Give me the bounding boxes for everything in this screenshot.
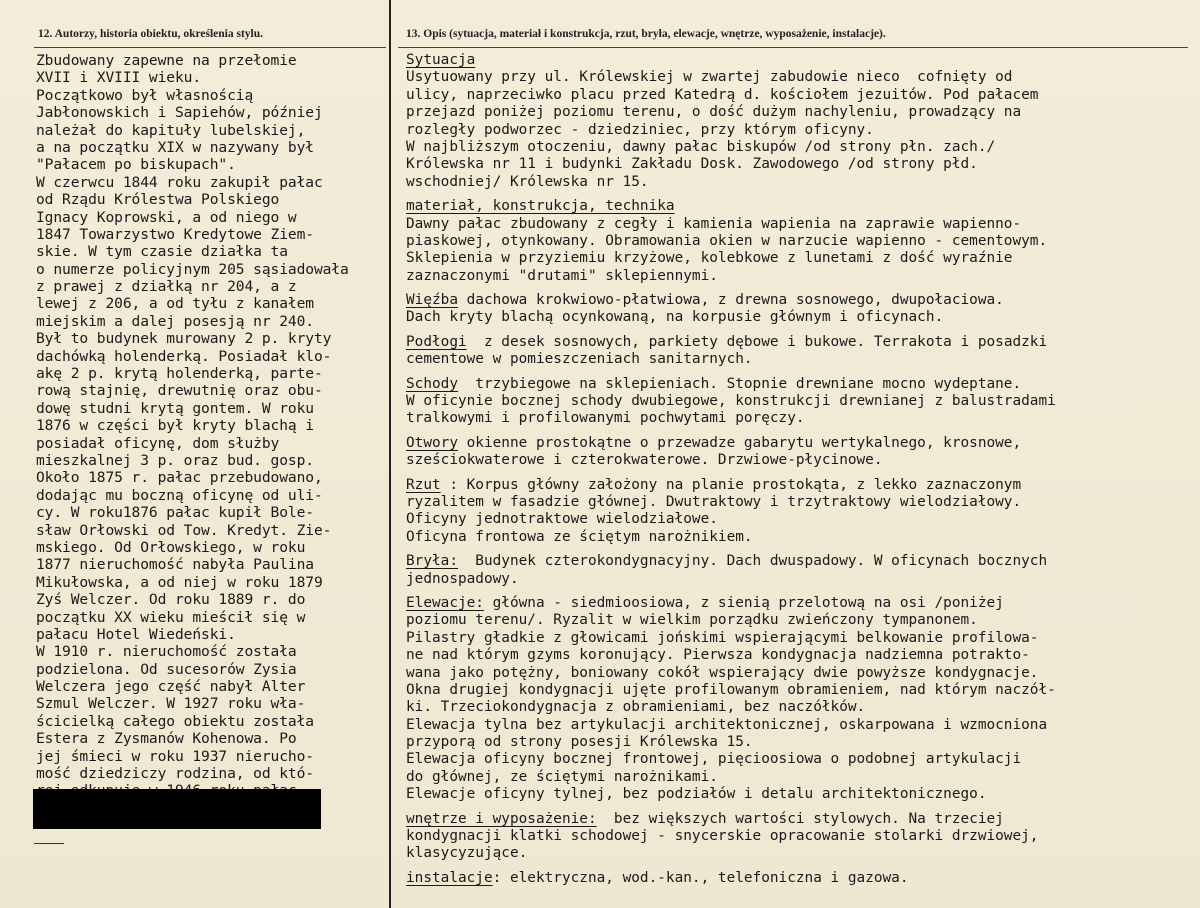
history-line: 1876 w części był kryty blachą i [36,417,314,435]
history-line: W czerwcu 1844 roku zakupił pałac [36,173,323,191]
description-line: kondygnacji klatki schodowej - snycerskie opracowanie stolarki drzwiowej, [406,828,1039,845]
history-line: rową stajnię, drewutnię oraz obu- [36,382,323,400]
description-line [406,52,1196,69]
description-line: piaskowej, otynkowany. Obramowania okien w narzucie wapienno - cementowym. [406,232,1048,249]
section-text: trzybiegowe na sklepieniach. Stopnie drewniane mocno wydeptane. [457,375,1022,392]
description-line: sześciokwaterowe i czterokwaterowe. Drzwiowe-płycinowe. [406,452,883,469]
history-line: 1847 Towarzystwo Kredytowe Ziem- [36,225,314,243]
history-line: Zbudowany zapewne na przełomie [36,52,297,69]
description-line [406,376,1196,393]
description-line: Okna drugiej kondygnacji ujęte profilowanym obramieniem, nad którym naczół- [406,681,1056,698]
right-header-rule [398,47,1188,48]
description-line: Usytuowany przy ul. Królewskiej w zwartej zabudowie nieco cofnięty od [406,69,1013,86]
description-line [406,292,1196,309]
description-line: W najbliższym otoczeniu, dawny pałac biskupów /od strony płn. zach./ [406,138,996,155]
history-line: miejskim a dalej posesją nr 240. [36,312,314,330]
history-line: Był to budynek murowany 2 p. kryty [36,330,332,348]
description-line: Dach kryty blachą ocynkowaną, na korpusie głównym i oficynach. [406,309,944,326]
history-line: ścicielką całego obiektu została [36,712,314,730]
section-text: : Korpus główny założony na planie prostokąta, z lekko zaznaczonym [440,476,1022,493]
section-text: : elektryczna, wod.-kan., telefoniczna i gazowa. [492,869,909,886]
section-heading: Sytuacja [406,52,476,68]
description-line: cementowe w pomieszczeniach sanitarnych. [406,351,753,368]
history-line: a na początku XIX w nazywany był [36,138,314,156]
description-line: Elewacja oficyny bocznej frontowej, pięcioosiowa o podobnej artykulacji [406,751,1022,768]
history-line: cy. W roku1876 pałac kupił Bole- [36,504,314,522]
section-heading: Podłogi [406,333,467,350]
history-line: o numerze policyjnym 205 sąsiadowała [36,260,349,278]
section-heading: Otwory [406,434,458,451]
description-line [406,198,1196,215]
history-line: Mikułowska, a od niej w roku 1879 [36,573,323,591]
section-heading: wnętrze i wyposażenie: [406,810,597,827]
history-line: Welczera jego część nabył Alter [36,678,306,696]
description-line [406,334,1196,351]
description-line: Elewacja tylna bez artykulacji architektonicznej, oskarpowana i wzmocniona [406,716,1048,733]
right-column-header: 13. Opis (sytuacja, materiał i konstrukcja, rzut, bryła, elewacje, wnętrze, wyposażenie, instalacje). [406,28,886,40]
description-line: ryzalitem w fasadzie głównej. Dwutraktowy i trzytraktowy wielodziałowy. [406,493,1022,510]
history-line: Około 1875 r. pałac przebudowano, [36,469,323,487]
section-text: z desek sosnowych, parkiety dębowe i bukowe. Terrakota i posadzki [466,333,1048,350]
section-text: bez większych wartości stylowych. Na trzeciej [596,810,1004,827]
description-line [406,811,1196,828]
section-heading: Więźba [406,292,458,309]
history-line: Początkowo był własnością [36,86,254,104]
history-line: Jabłonowskich i Sapiehów, później [36,104,323,122]
history-line: 1877 nieruchomość nabyła Paulina [36,556,314,574]
description-line: Pilastry gładkie z głowicami jońskimi wspierającymi belkowanie profilowa- [406,629,1039,646]
history-line: Ignacy Koprowski, a od niego w [36,208,297,226]
description-line: ne nad którym gzyms koronujący. Pierwsza kondygnacja nadziemna potrakto- [406,647,1030,664]
history-line: jej śmieci w roku 1937 nierucho- [36,747,314,765]
history-line: posiadał oficynę, dom służby [36,434,280,452]
description-line: Sklepienia w przyziemiu krzyżowe, kolebkowe z lunetami z dość wyraźnie [406,250,1013,267]
history-line: lewej z 206, a od tyłu z kanałem [36,295,314,313]
description-line [406,553,1196,570]
section-heading: instalacje [406,869,493,886]
description-line [406,595,1196,612]
description-line: przejazd poniżej poziomu terenu, o dość dużym nachyleniu, prowadzący na [406,104,1022,121]
history-line: mość dziedziczy rodzina, od któ- [36,765,314,783]
history-line: W 1910 r. nieruchomość została [36,643,297,661]
history-line: od Rządu Królestwa Polskiego [36,191,280,209]
history-line: z prawej z działką nr 204, a z [36,278,297,296]
margin-mark [34,843,64,844]
left-column-header: 12. Autorzy, historia obiektu, określenia stylu. [38,28,264,40]
description-text-column [406,52,1196,887]
description-line: Oficyny jednotraktowe wielodziałowe. [406,511,718,528]
description-line: jednospadowy. [406,570,519,587]
description-line: przyporą od strony posesji Królewska 15. [406,734,753,751]
description-line: Dawny pałac zbudowany z cegły i kamienia wapienia na zaprawie wapienno- [406,215,1022,232]
description-line: Oficyna frontowa ze ściętym narożnikiem. [406,528,753,545]
section-heading: Bryła: [406,553,458,570]
description-line: ulicy, naprzeciwko placu przed Katedrą d. kościołem jezuitów. Pod pałacem [406,86,1039,103]
description-line: klasycyzujące. [406,845,528,862]
section-heading: Schody [406,375,458,392]
description-line: do głównej, ze ściętymi narożnikami. [406,768,718,785]
history-line: sław Orłowski od Tow. Kredyt. Zie- [36,521,332,539]
description-line: Elewacje oficyny tylnej, bez podziałów i detalu architektonicznego. [406,786,987,803]
redaction-block [33,789,321,829]
history-line: "Pałacem po biskupach". [36,156,236,174]
description-line: zaznaczonymi "drutami" sklepiennymi. [406,267,718,284]
history-line: należał do kapituły lubelskiej, [36,121,306,139]
history-line: dachówką holenderką. Posiadał klo- [36,347,332,365]
history-line: początku XX wieku mieścił się w [36,608,306,626]
description-line: W oficynie bocznej schody dwubiegowe, konstrukcji drewnianej z balustradami [406,393,1056,410]
history-line: Estera z Zysmanów Kohenowa. Po [36,730,297,748]
column-divider [389,0,391,908]
history-line: dowę studni krytą gontem. W roku [36,399,314,417]
section-text: główna - siedmioosiowa, z sienią przelotową na osi /poniżej [483,594,1004,611]
description-line: poziomu terenu/. Ryzalit w wielkim porządku zwieńczony tympanonem. [406,612,978,629]
section-text: dachowa krokwiowo-płatwiowa, z drewna sosnowego, dwupołaciowa. [457,292,1004,309]
history-line: mskiego. Od Orłowskiego, w roku [36,538,306,556]
history-line: dodając mu boczną oficynę od uli- [36,486,323,504]
history-line: pałacu Hotel Wiedeński. [36,625,236,643]
history-line: XVII i XVIII wieku. [36,69,202,87]
description-line: wana jako potężny, boniowany cokół wspierający dwie powyższe kondygnacje. [406,664,1039,681]
history-line: akę 2 p. krytą holenderką, parte- [36,365,323,383]
section-heading: materiał, konstrukcja, technika [406,198,675,215]
description-line: ki. Trzeciokondygnacja z obramieniami, bez naczółków. [406,699,866,716]
section-heading: Elewacje: [406,594,484,611]
section-heading: Rzut [406,476,441,493]
history-line: Zyś Welczer. Od roku 1889 r. do [36,591,306,609]
history-text-column [36,52,388,800]
section-text: okienne prostokątne o przewadze gabarytu wertykalnego, krosnowe, [457,434,1022,451]
description-line: wschodniej/ Królewska nr 15. [406,173,649,190]
history-line: skie. W tym czasie działka ta [36,243,288,261]
history-line: Szmul Welczer. W 1927 roku wła- [36,695,306,713]
section-text: Budynek czterokondygnacyjny. Dach dwuspadowy. W oficynach bocznych [457,553,1048,570]
description-line [406,870,1196,887]
description-line: rozległy podworzec - dziedziniec, przy którym oficyny. [406,121,874,138]
history-line: podzielona. Od sucesorów Zysia [36,660,297,678]
left-header-rule [34,47,386,48]
description-line: Królewska nr 11 i budynki Zakładu Dosk. Zawodowego /od strony płd. [406,156,978,173]
description-line: tralkowymi i profilowanymi pochwytami poręczy. [406,410,805,427]
history-line: mieszkalnej 3 p. oraz bud. gosp. [36,451,314,469]
description-line [406,477,1196,494]
description-line [406,435,1196,452]
